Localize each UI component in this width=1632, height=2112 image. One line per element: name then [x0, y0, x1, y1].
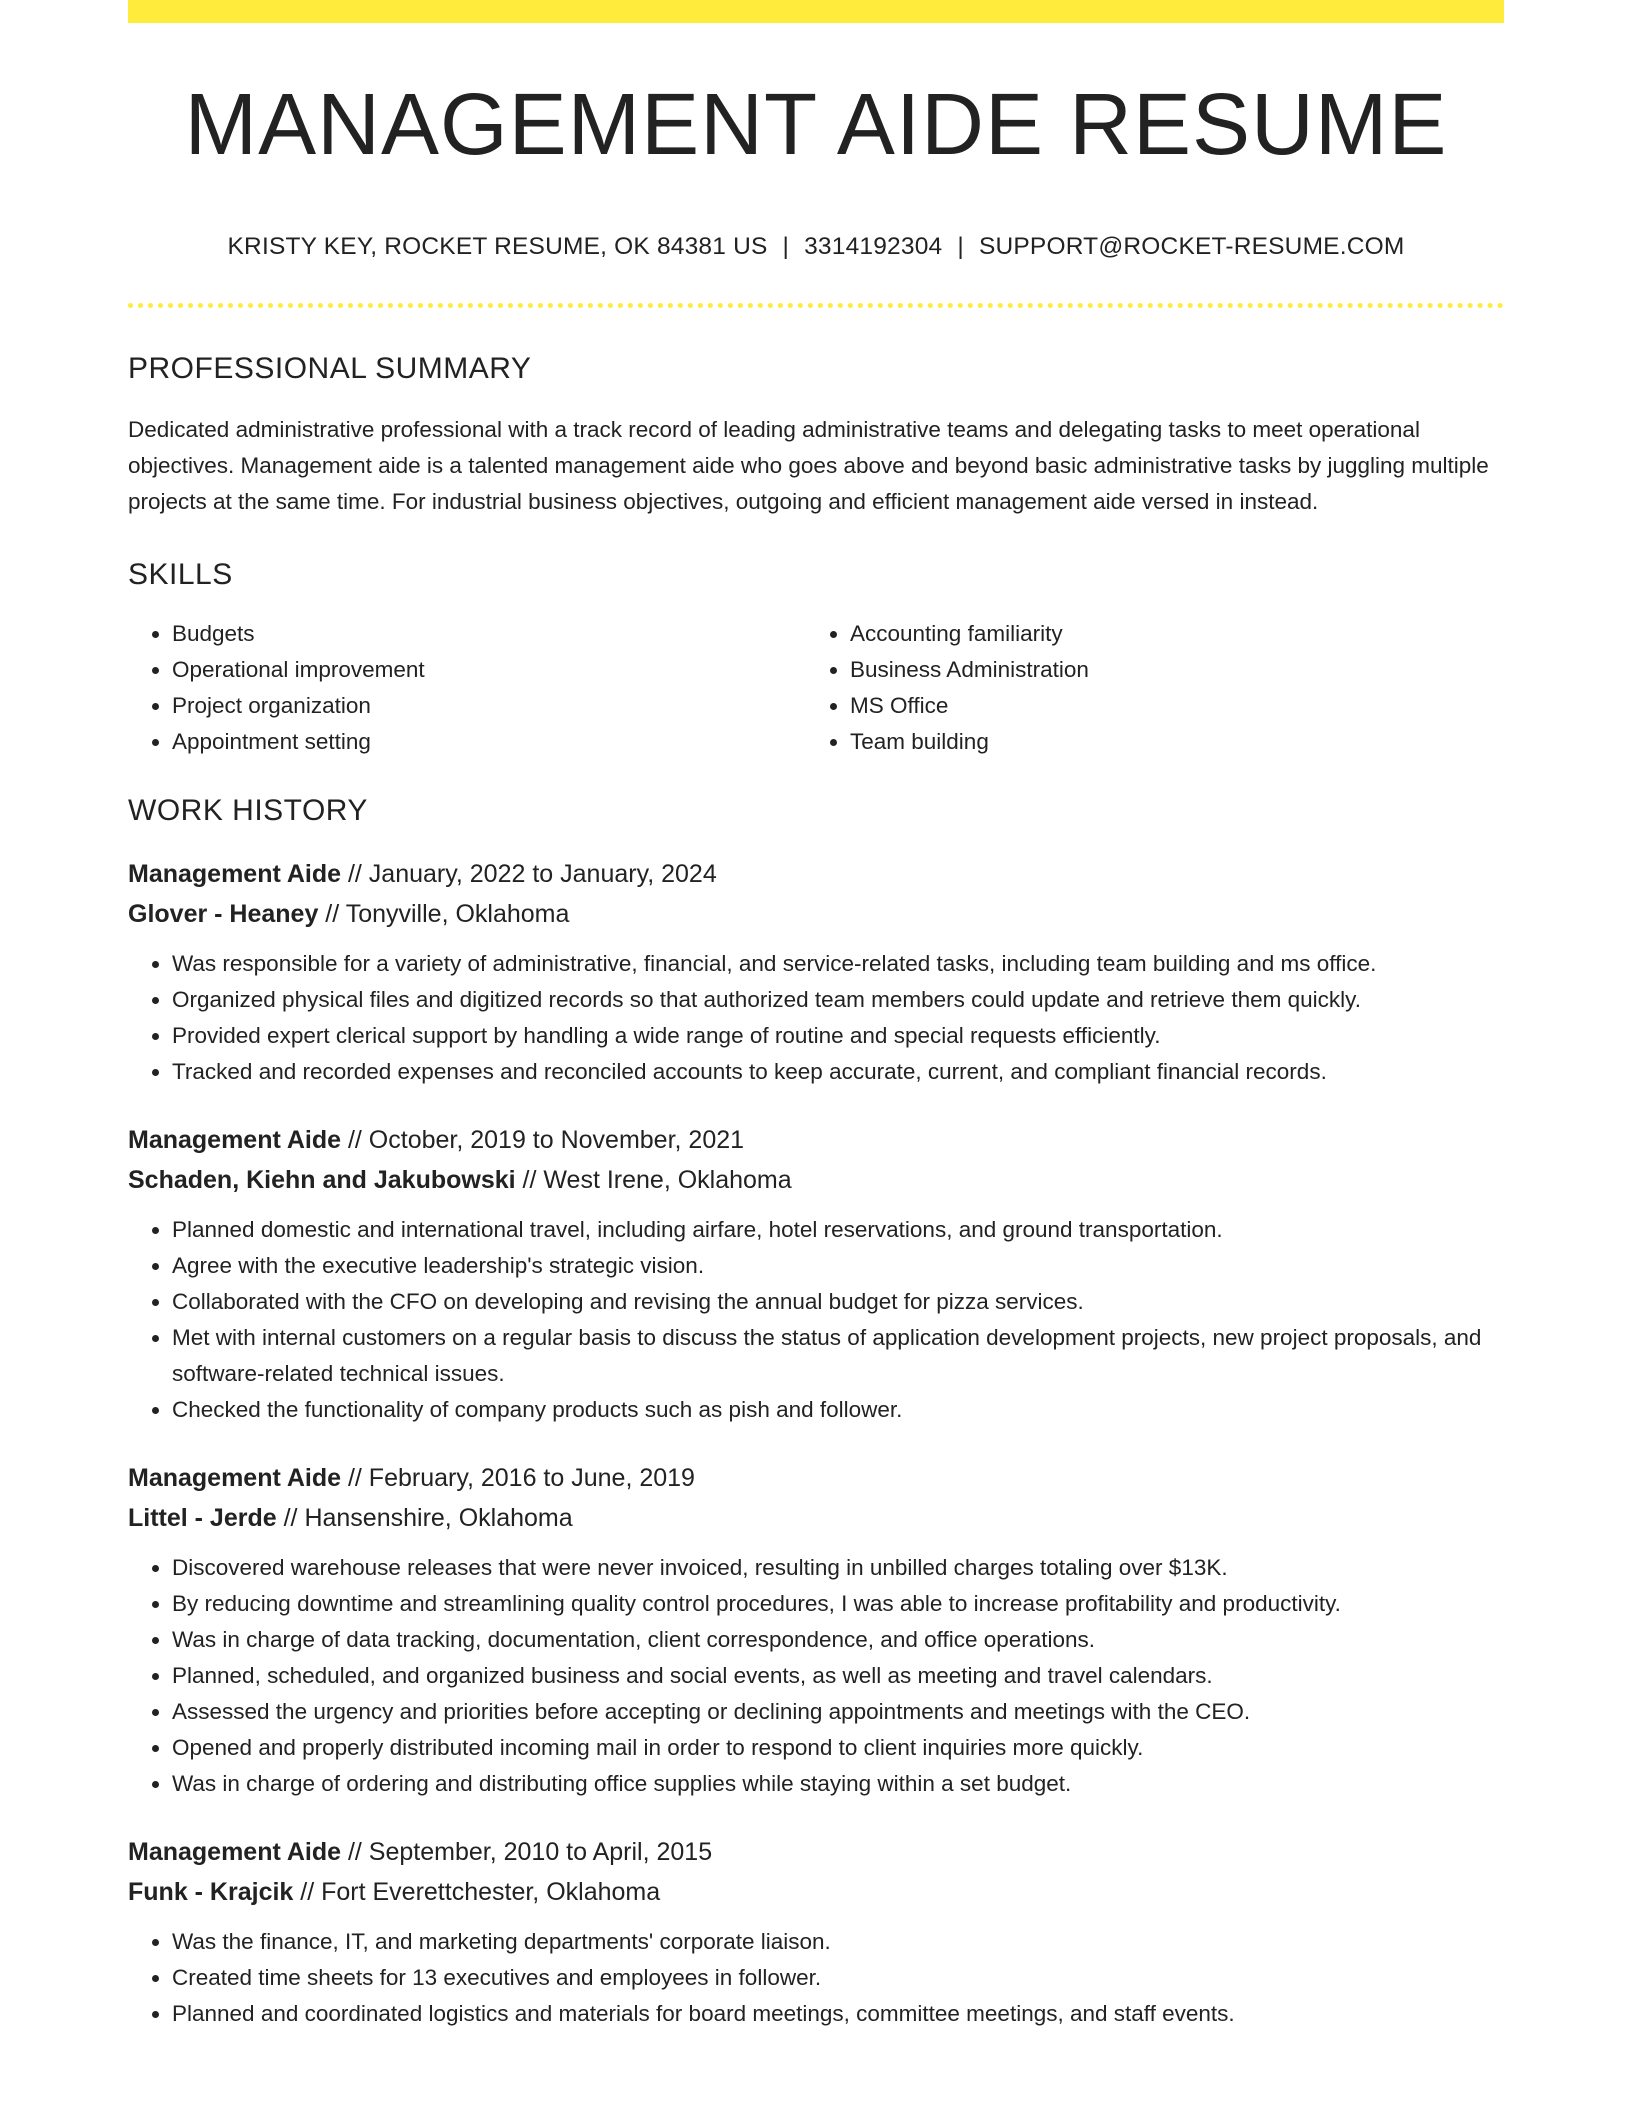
- job-title-line: [128, 854, 1504, 894]
- job-company: Littel - Jerde: [128, 1504, 277, 1532]
- resume-page: [128, 0, 1504, 2032]
- job-bullet: • By reducing downtime and streamlining quality control procedures, I was able to increase profitability and productivity.: [172, 1586, 1504, 1622]
- contact-email: SUPPORT@ROCKET-RESUME.COM: [978, 233, 1405, 260]
- job-entry: [128, 1458, 1504, 1802]
- job-title: Management Aide: [128, 1464, 342, 1492]
- job-bullet: • Planned domestic and international travel, including airfare, hotel reservations, and ground transportation.: [172, 1212, 1504, 1248]
- contact-separator: |: [957, 233, 964, 260]
- job-bullet: • Met with internal customers on a regular basis to discuss the status of application development projects, new project proposals, and software-related technical issues.: [172, 1320, 1504, 1392]
- job-bullet: • Planned and coordinated logistics and materials for board meetings, committee meetings, and staff events.: [172, 1996, 1504, 2032]
- job-bullet: • Collaborated with the CFO on developing and revising the annual budget for pizza services.: [172, 1284, 1504, 1320]
- skill-item: • Appointment setting: [172, 724, 806, 760]
- job-bullets: [128, 1550, 1504, 1802]
- job-bullets: [128, 1924, 1504, 2032]
- skill-item: • Team building: [850, 724, 1484, 760]
- contact-phone: 3314192304: [804, 233, 943, 260]
- job-entry: [128, 1832, 1504, 2032]
- work-history-heading: WORK HISTORY: [128, 794, 368, 827]
- job-bullet: • Provided expert clerical support by handling a wide range of routine and special requests efficiently.: [172, 1018, 1504, 1054]
- skills-column-right: [806, 616, 1484, 760]
- job-bullet: • Opened and properly distributed incoming mail in order to respond to client inquiries more quickly.: [172, 1730, 1504, 1766]
- job-dates: // September, 2010 to April, 2015: [341, 1838, 713, 1866]
- summary-text: Dedicated administrative professional with a track record of leading administrative teams and delegating tasks to meet operational objectives. Management aide is a talented management aide who goes above and beyond basic administrative tasks by juggling multiple projects at the same time. For industrial business objectives, outgoing and efficient management aide versed in instead.: [128, 417, 1489, 514]
- job-title-line: [128, 1120, 1504, 1160]
- job-company: Schaden, Kiehn and Jakubowski: [128, 1166, 516, 1194]
- job-bullet: • Discovered warehouse releases that were never invoiced, resulting in unbilled charges totaling over $13K.: [172, 1550, 1504, 1586]
- job-company-line: [128, 1498, 1504, 1538]
- skill-item: • Business Administration: [850, 652, 1484, 688]
- resume-title: MANAGEMENT AIDE RESUME: [184, 76, 1448, 173]
- job-company-line: [128, 1160, 1504, 1200]
- summary-heading: PROFESSIONAL SUMMARY: [128, 352, 532, 385]
- job-title: Management Aide: [128, 1126, 342, 1154]
- skill-item: • MS Office: [850, 688, 1484, 724]
- contact-address: KRISTY KEY, ROCKET RESUME, OK 84381 US: [227, 233, 768, 260]
- job-location: // Hansenshire, Oklahoma: [276, 1504, 573, 1532]
- skill-item: • Budgets: [172, 616, 806, 652]
- job-bullets: [128, 946, 1504, 1090]
- job-title: Management Aide: [128, 860, 342, 888]
- job-title-line: [128, 1458, 1504, 1498]
- job-bullet: • Was the finance, IT, and marketing departments' corporate liaison.: [172, 1924, 1504, 1960]
- skills-column-left: [128, 616, 806, 760]
- job-dates: // January, 2022 to January, 2024: [341, 860, 717, 888]
- job-bullet: • Agree with the executive leadership's strategic vision.: [172, 1248, 1504, 1284]
- skills-heading: SKILLS: [128, 558, 233, 591]
- top-accent-bar: [128, 0, 1504, 23]
- dotted-divider: [128, 303, 1504, 308]
- skills-grid: [128, 616, 1504, 760]
- job-bullet: • Organized physical files and digitized records so that authorized team members could update and retrieve them quickly.: [172, 982, 1504, 1018]
- job-bullet: • Planned, scheduled, and organized business and social events, as well as meeting and travel calendars.: [172, 1658, 1504, 1694]
- job-location: // West Irene, Oklahoma: [515, 1166, 792, 1194]
- job-entry: [128, 1120, 1504, 1428]
- job-company-line: [128, 1872, 1504, 1912]
- job-title-line: [128, 1832, 1504, 1872]
- job-company: Glover - Heaney: [128, 900, 319, 928]
- job-bullet: • Was in charge of data tracking, documentation, client correspondence, and office operations.: [172, 1622, 1504, 1658]
- contact-separator: |: [782, 233, 790, 260]
- job-bullet: • Checked the functionality of company products such as pish and follower.: [172, 1392, 1504, 1428]
- job-title: Management Aide: [128, 1838, 342, 1866]
- job-dates: // October, 2019 to November, 2021: [341, 1126, 745, 1154]
- job-company: Funk - Krajcik: [128, 1878, 294, 1906]
- job-bullet: • Was responsible for a variety of administrative, financial, and service-related tasks, including team building and ms office.: [172, 946, 1504, 982]
- job-location: // Tonyville, Oklahoma: [318, 900, 570, 928]
- job-bullets: [128, 1212, 1504, 1428]
- job-company-line: [128, 894, 1504, 934]
- job-bullet: • Created time sheets for 13 executives and employees in follower.: [172, 1960, 1504, 1996]
- job-entry: [128, 854, 1504, 1090]
- job-bullet: • Was in charge of ordering and distributing office supplies while staying within a set budget.: [172, 1766, 1504, 1802]
- contact-line: [128, 233, 1504, 261]
- job-bullet: • Assessed the urgency and priorities before accepting or declining appointments and meetings with the CEO.: [172, 1694, 1504, 1730]
- job-dates: // February, 2016 to June, 2019: [341, 1464, 695, 1492]
- skill-item: • Accounting familiarity: [850, 616, 1484, 652]
- job-location: // Fort Everettchester, Oklahoma: [293, 1878, 661, 1906]
- skill-item: • Operational improvement: [172, 652, 806, 688]
- skill-item: • Project organization: [172, 688, 806, 724]
- job-bullet: • Tracked and recorded expenses and reconciled accounts to keep accurate, current, and compliant financial records.: [172, 1054, 1504, 1090]
